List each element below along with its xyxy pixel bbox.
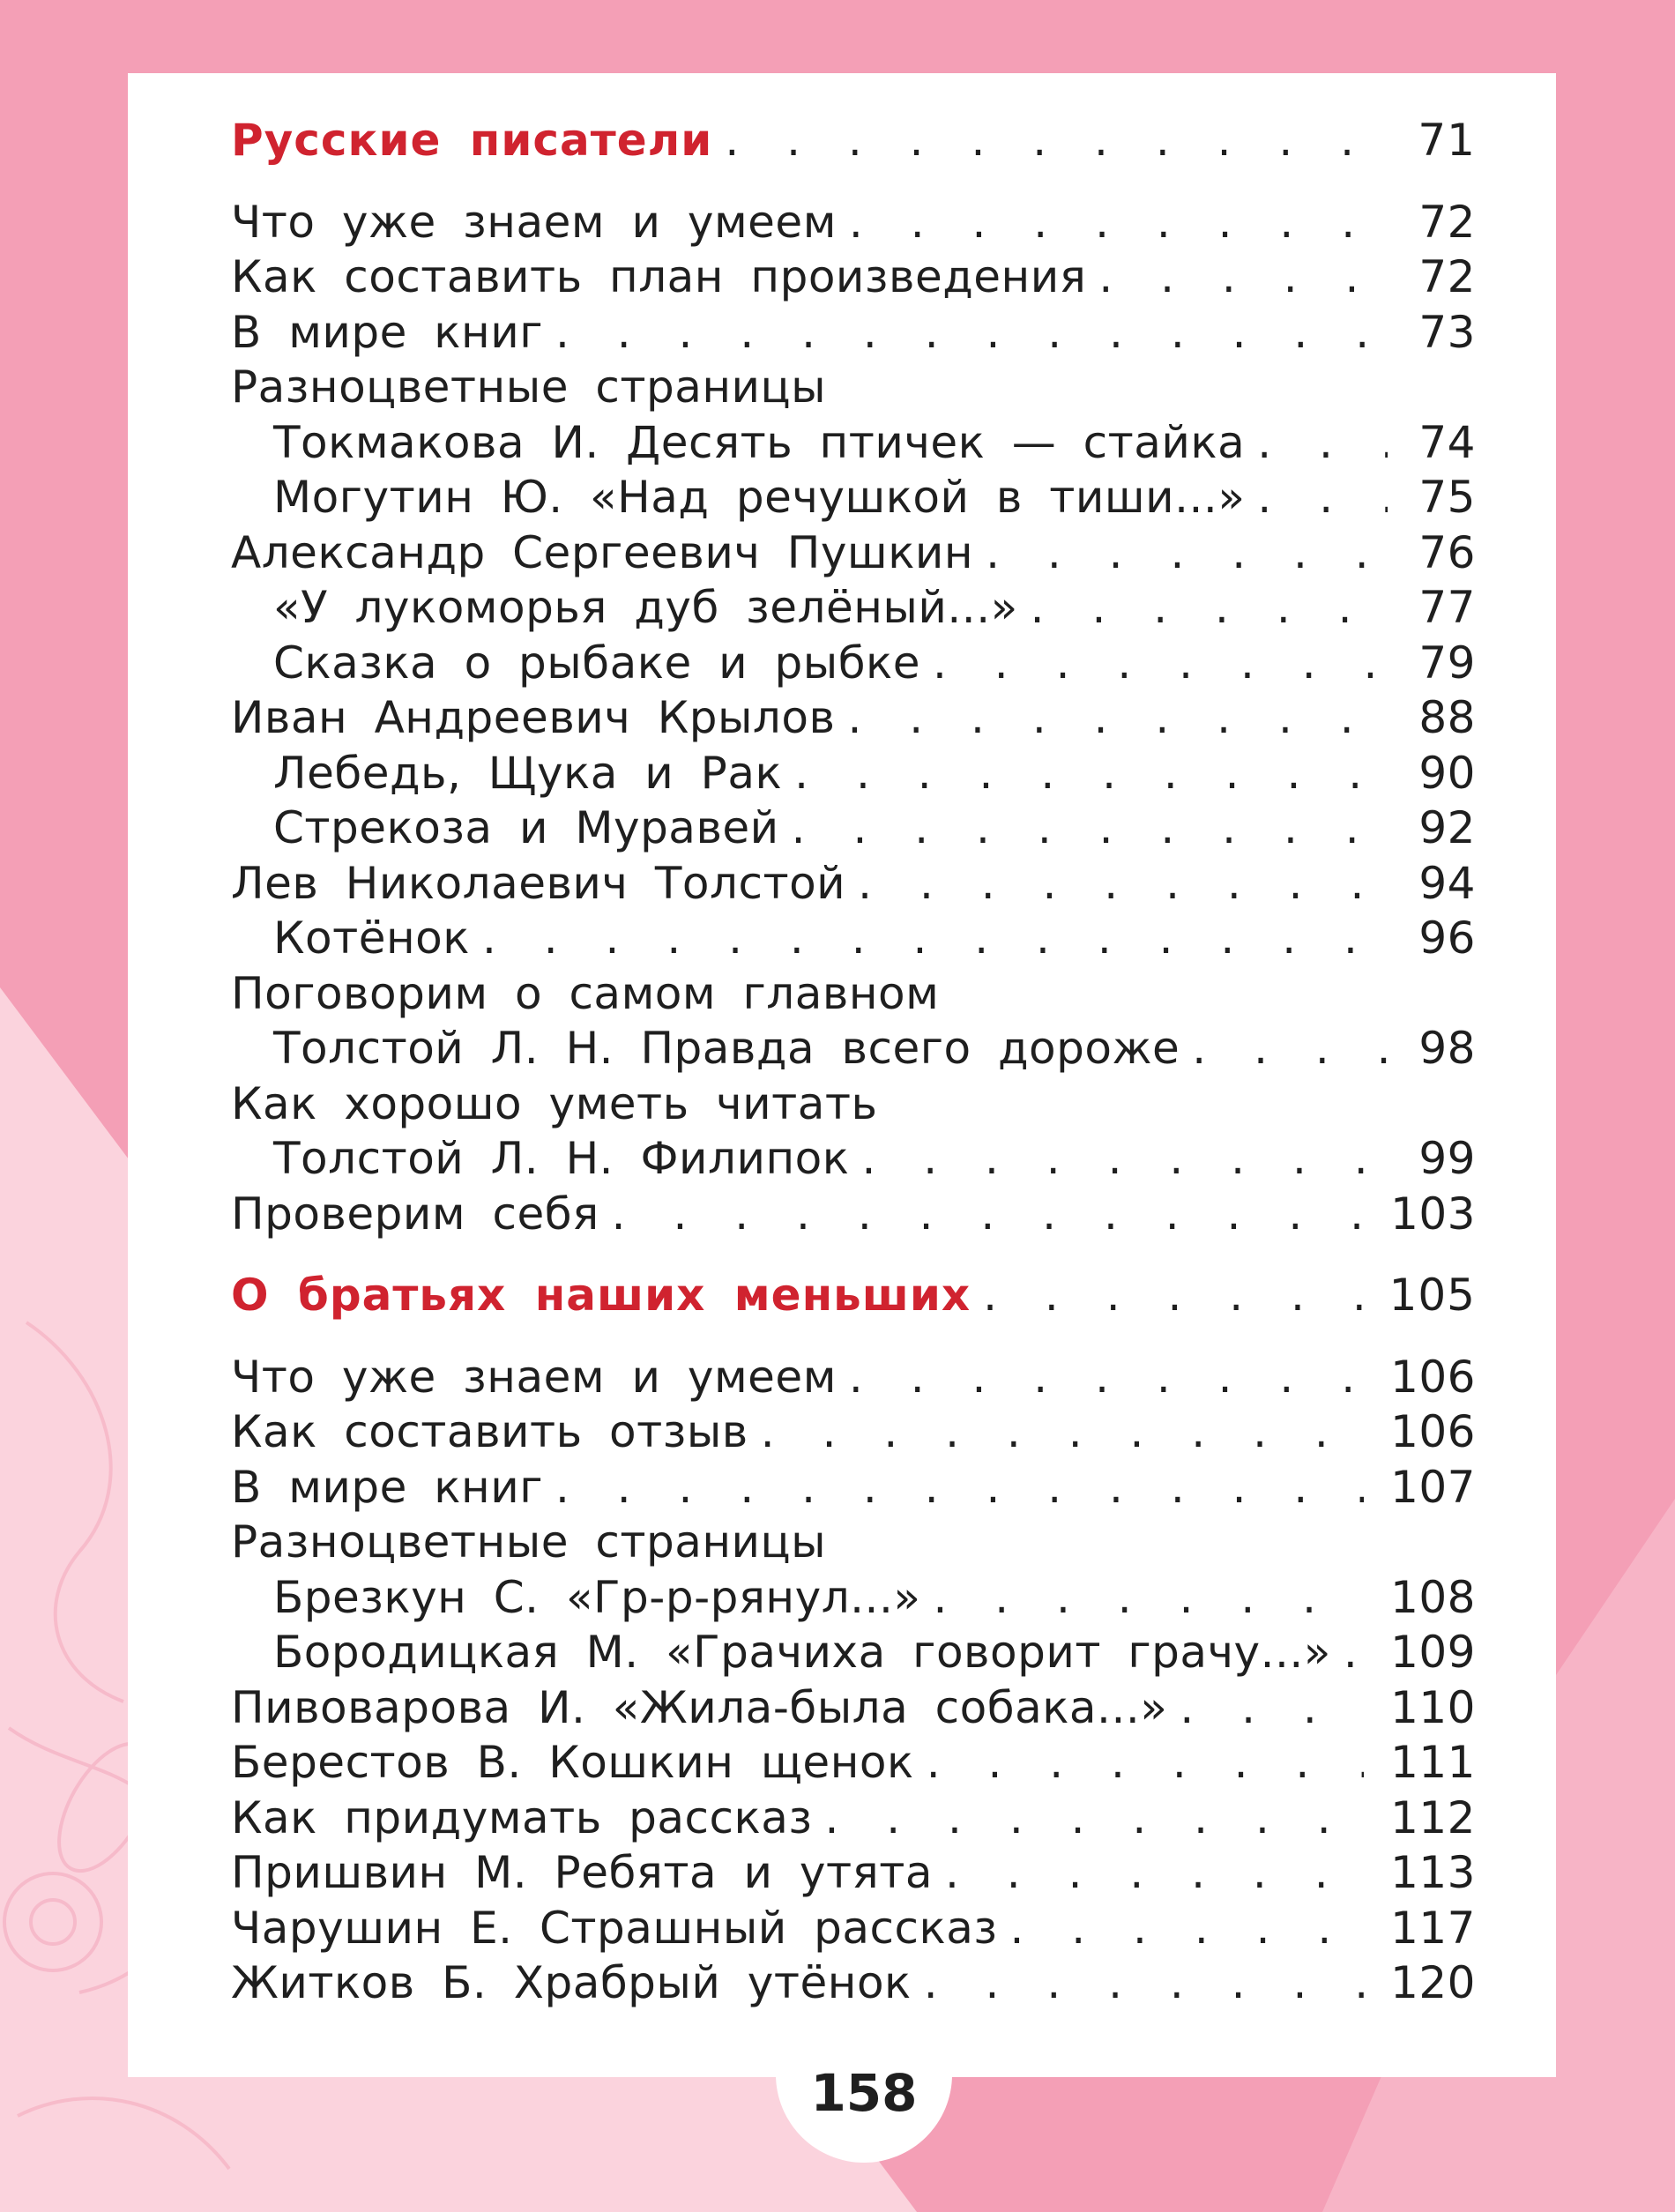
dot-leader	[983, 1268, 1362, 1323]
toc-entry-title: В мире книг	[231, 1461, 543, 1513]
toc-section-heading	[231, 1268, 1476, 1323]
dot-leader	[612, 1187, 1364, 1242]
toc-entry-title: Лев Николаевич Толстой	[231, 857, 846, 909]
toc-entry-page: 98	[1418, 1023, 1476, 1074]
toc-entry	[231, 966, 1476, 1022]
toc-entry	[231, 1955, 1476, 2011]
dot-leader	[1192, 1021, 1388, 1076]
dot-leader	[933, 636, 1388, 691]
dot-leader	[849, 1350, 1364, 1405]
toc-entry	[231, 1131, 1476, 1187]
dot-leader	[847, 690, 1388, 746]
toc-entry-page: 79	[1418, 637, 1476, 689]
toc-entry-title: «У лукоморья дуб зелёный...»	[273, 582, 1018, 633]
dot-leader	[555, 1460, 1364, 1516]
toc-entry-title: Лебедь, Щука и Рак	[273, 747, 783, 799]
toc-entry-title: Как составить план произведения	[231, 251, 1087, 302]
dot-leader	[945, 1845, 1364, 1901]
toc-entry-title: В мире книг	[231, 306, 543, 358]
dot-leader	[933, 1570, 1364, 1626]
toc-entry-page: 109	[1390, 1627, 1476, 1678]
toc-entry-page: 117	[1390, 1902, 1476, 1954]
toc-entry-title: Котёнок	[273, 912, 470, 964]
toc-entry	[231, 1791, 1476, 1846]
toc-entry	[231, 1515, 1476, 1570]
toc-entry-page: 94	[1418, 857, 1476, 909]
toc-entry-page: 77	[1418, 582, 1476, 633]
toc-entry	[231, 1735, 1476, 1791]
toc-entry-page: 76	[1418, 526, 1476, 578]
toc-entry	[231, 1076, 1476, 1132]
toc-entry-title: Александр Сергеевич Пушкин	[231, 526, 974, 578]
toc-entry-title: Житков Б. Храбрый утёнок	[231, 1957, 912, 2008]
dot-leader	[1098, 250, 1388, 305]
toc-entry	[231, 1021, 1476, 1076]
toc-entry	[231, 690, 1476, 746]
toc-entry-page: 88	[1418, 692, 1476, 743]
toc-entry-title: Чарушин Е. Страшный рассказ	[231, 1902, 998, 1954]
toc-entry	[231, 801, 1476, 856]
dot-leader	[555, 305, 1388, 361]
toc-entry-title: Иван Андреевич Крылов	[231, 692, 836, 743]
table-of-contents	[231, 113, 1476, 2011]
toc-entry-title: Как хорошо уметь читать	[231, 1077, 878, 1129]
toc-entry	[231, 1845, 1476, 1901]
toc-entry-page: 106	[1390, 1406, 1476, 1457]
toc-entry-title: Стрекоза и Муравей	[273, 802, 779, 853]
dot-leader	[761, 1404, 1364, 1460]
dot-leader	[1257, 470, 1388, 525]
dot-leader	[1180, 1680, 1364, 1736]
toc-entry-page: 107	[1390, 1461, 1476, 1513]
dot-leader	[1257, 415, 1388, 471]
toc-entry-title: Сказка о рыбаке и рыбке	[273, 637, 921, 689]
dot-leader	[858, 856, 1388, 912]
toc-entry-title: Толстой Л. Н. Филипок	[273, 1133, 850, 1184]
toc-entry	[231, 856, 1476, 912]
dot-leader	[1009, 1901, 1364, 1956]
toc-entry-title: Как составить отзыв	[231, 1406, 748, 1457]
dot-leader	[849, 195, 1388, 250]
toc-entry-title: Что уже знаем и умеем	[231, 196, 837, 248]
toc-entry	[231, 911, 1476, 966]
toc-entry-title: Толстой Л. Н. Правда всего дороже	[273, 1023, 1180, 1074]
dot-leader	[924, 1955, 1364, 2011]
toc-entry-page: 99	[1418, 1133, 1476, 1184]
toc-entry-title: О братьях наших меньших	[231, 1270, 972, 1321]
toc-entry-page: 71	[1418, 115, 1476, 166]
toc-entry	[231, 250, 1476, 305]
toc-entry	[231, 1404, 1476, 1460]
toc-entry	[231, 1570, 1476, 1626]
toc-entry-page: 111	[1390, 1737, 1476, 1788]
dot-leader	[986, 525, 1388, 581]
toc-entry-title: Что уже знаем и умеем	[231, 1351, 837, 1403]
toc-entry-title: Могутин Ю. «Над речушкой в тиши...»	[273, 472, 1246, 523]
dot-leader	[1031, 580, 1388, 636]
toc-entry-page: 103	[1390, 1188, 1476, 1240]
toc-entry-title: Берестов В. Кошкин щенок	[231, 1737, 914, 1788]
toc-entry-title: Токмакова И. Десять птичек — стайка	[273, 416, 1246, 468]
toc-entry-title: Брезкун С. «Гр-р-рянул...»	[273, 1571, 921, 1623]
toc-entry	[231, 195, 1476, 250]
toc-entry-title: Пришвин М. Ребята и утята	[231, 1847, 933, 1898]
toc-entry	[231, 525, 1476, 581]
dot-leader	[725, 113, 1388, 168]
toc-entry-page: 106	[1390, 1351, 1476, 1403]
dot-leader	[861, 1131, 1388, 1187]
toc-entry	[231, 746, 1476, 801]
dot-leader	[1344, 1625, 1364, 1680]
toc-section-heading	[231, 113, 1476, 168]
toc-entry	[231, 360, 1476, 415]
toc-entry	[231, 305, 1476, 361]
toc-entry-page: 108	[1390, 1571, 1476, 1623]
toc-entry	[231, 1460, 1476, 1516]
toc-entry-page: 112	[1390, 1791, 1476, 1843]
toc-entry-page: 74	[1418, 416, 1476, 468]
dot-leader	[482, 911, 1388, 966]
toc-entry-page: 73	[1418, 306, 1476, 358]
toc-entry-page: 90	[1418, 747, 1476, 799]
page-number: 158	[810, 2063, 918, 2123]
toc-entry-title: Проверим себя	[231, 1188, 599, 1240]
toc-entry-title: Поговорим о самом главном	[231, 967, 940, 1019]
toc-entry	[231, 1350, 1476, 1405]
dot-leader	[792, 801, 1388, 856]
toc-entry-page: 113	[1390, 1847, 1476, 1898]
toc-entry	[231, 415, 1476, 471]
toc-entry-page: 110	[1390, 1681, 1476, 1733]
toc-entry-title: Разноцветные страницы	[231, 361, 827, 413]
toc-entry	[231, 580, 1476, 636]
dot-leader	[824, 1791, 1364, 1846]
toc-entry-page: 96	[1418, 912, 1476, 964]
toc-entry-page: 105	[1388, 1270, 1476, 1321]
toc-entry-title: Пивоварова И. «Жила-была собака...»	[231, 1681, 1168, 1733]
toc-entry-title: Разноцветные страницы	[231, 1516, 827, 1568]
toc-entry-page: 120	[1390, 1957, 1476, 2008]
toc-entry-title: Русские писатели	[231, 115, 713, 166]
toc-entry	[231, 470, 1476, 525]
toc-entry-page: 92	[1418, 802, 1476, 853]
content-page	[128, 73, 1556, 2077]
dot-leader	[927, 1735, 1364, 1791]
toc-entry	[231, 636, 1476, 691]
toc-entry-page: 72	[1418, 196, 1476, 248]
toc-entry	[231, 1680, 1476, 1736]
toc-entry-page: 72	[1418, 251, 1476, 302]
toc-entry	[231, 1625, 1476, 1680]
toc-entry-title: Как придумать рассказ	[231, 1791, 813, 1843]
dot-leader	[794, 746, 1388, 801]
toc-entry-title: Бородицкая М. «Грачиха говорит грачу...»	[273, 1627, 1331, 1678]
toc-entry-page: 75	[1418, 472, 1476, 523]
toc-entry	[231, 1901, 1476, 1956]
toc-entry	[231, 1187, 1476, 1242]
